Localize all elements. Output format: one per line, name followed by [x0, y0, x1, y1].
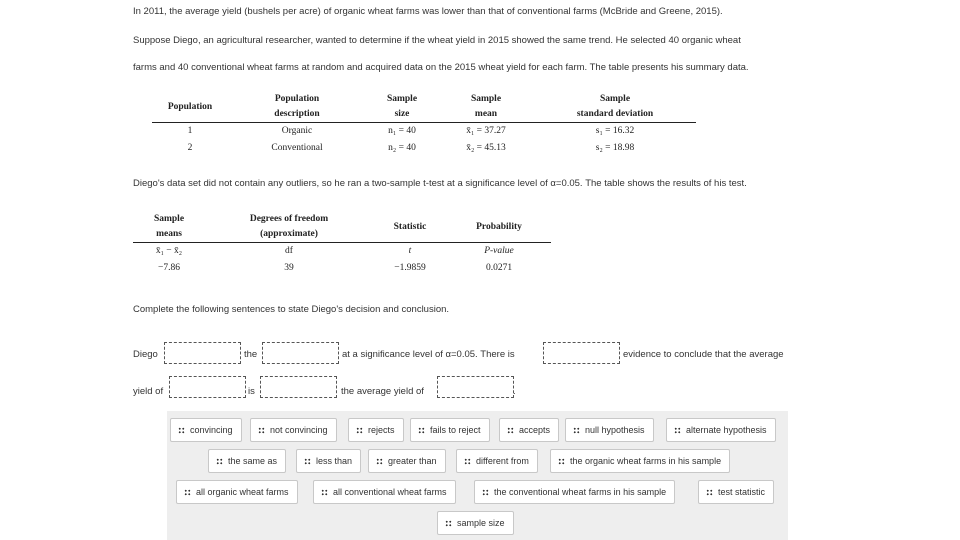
cell-df-value: 39 [284, 263, 294, 273]
drag-handle-icon [507, 427, 514, 434]
header-size-1: Sample [386, 94, 418, 104]
answer-chip-sample-size[interactable] [437, 511, 514, 535]
sentence-avg-yield-of: the average yield of [341, 386, 424, 397]
chip-label: accepts [519, 425, 551, 435]
chip-label: convincing [190, 425, 233, 435]
header-statistic: Statistic [373, 212, 447, 243]
answer-chip-accepts[interactable] [499, 418, 559, 442]
sentence-evidence: evidence to conclude that the average [623, 349, 784, 360]
header-df-2: (approximate) [205, 227, 373, 243]
chip-label: null hypothesis [585, 425, 645, 435]
blank-comparison[interactable] [260, 376, 337, 398]
sentence-the: the [244, 349, 258, 360]
blank-population-2[interactable] [437, 376, 514, 398]
drag-handle-icon [706, 489, 713, 496]
drag-handle-icon [258, 427, 265, 434]
answer-chip-rejects[interactable] [348, 418, 404, 442]
table-row [152, 123, 696, 141]
chip-label: different from [476, 456, 529, 466]
sentence-at-level: at a significance level of α=0.05. There is [342, 349, 515, 360]
test-description: Diego's data set did not contain any outliers, so he ran a two-sample t-test at a significance level of α=0.05. The table shows the results of his test. [133, 178, 747, 189]
sentence-is: is [248, 386, 255, 397]
sentence-yield-of: yield of [133, 386, 164, 397]
cell-t-value: −1.9859 [394, 263, 426, 273]
answer-chip-the-same-as[interactable] [208, 449, 286, 473]
blank-hypothesis[interactable] [262, 342, 339, 364]
answer-chip-greater-than[interactable] [368, 449, 446, 473]
cell-diff-symbol: x̄₁ − x̄₂ [155, 246, 183, 256]
cell-population: 2 [187, 143, 193, 153]
chip-label: less than [316, 456, 353, 466]
chip-label: sample size [457, 518, 505, 528]
blank-evidence[interactable] [543, 342, 620, 364]
chip-label: all organic wheat farms [196, 487, 289, 497]
header-description-2: description [228, 107, 366, 123]
answer-chip-convincing[interactable] [170, 418, 242, 442]
drag-handle-icon [304, 458, 311, 465]
drag-handle-icon [321, 489, 328, 496]
chip-label: the same as [228, 456, 278, 466]
drag-handle-icon [178, 427, 185, 434]
sentence-diego: Diego [133, 349, 158, 360]
answer-chip-null-hypothesis[interactable] [565, 418, 654, 442]
chip-label: fails to reject [430, 425, 481, 435]
cell-description: Organic [281, 126, 313, 136]
drag-handle-icon [464, 458, 471, 465]
cell-size: n₂ = 40 [388, 143, 416, 153]
header-size-2: size [366, 107, 438, 123]
answer-chip-all-conventional[interactable] [313, 480, 456, 504]
test-results-table [133, 212, 551, 277]
cell-sd: s₁ = 16.32 [595, 126, 635, 136]
answer-chip-all-organic[interactable] [176, 480, 298, 504]
cell-p-symbol: P-value [484, 246, 514, 256]
answer-chip-different-from[interactable] [456, 449, 538, 473]
header-probability: Probability [447, 212, 551, 243]
drag-handle-icon [482, 489, 489, 496]
intro-line-2: Suppose Diego, an agricultural researcher, wanted to determine if the wheat yield in 2015 showed the same trend. He selected 40 organic wheat [133, 35, 741, 46]
table-row [152, 140, 696, 157]
chip-label: test statistic [718, 487, 766, 497]
header-sd-2: standard deviation [534, 107, 696, 123]
header-df-1: Degrees of freedom [249, 214, 329, 224]
cell-mean: x̄₂ = 45.13 [466, 143, 506, 153]
drag-handle-icon [558, 458, 565, 465]
table-row [133, 243, 551, 261]
chip-label: alternate hypothesis [686, 425, 767, 435]
cell-description: Conventional [271, 143, 323, 153]
cell-df-symbol: df [285, 246, 293, 256]
chip-label: the organic wheat farms in his sample [570, 456, 722, 466]
answer-chip-fails-to-reject[interactable] [410, 418, 490, 442]
cell-p-value: 0.0271 [485, 263, 513, 273]
intro-line-3: farms and 40 conventional wheat farms at random and acquired data on the 2015 wheat yield for each farm. The table presents his summary data. [133, 62, 749, 73]
header-mean-2: mean [438, 107, 534, 123]
answer-chip-organic-in-sample[interactable] [550, 449, 730, 473]
header-means-1: Sample [153, 214, 185, 224]
instruction: Complete the following sentences to state Diego's decision and conclusion. [133, 304, 450, 315]
drag-handle-icon [573, 427, 580, 434]
header-means-2: means [133, 227, 205, 243]
answer-chip-less-than[interactable] [296, 449, 361, 473]
intro-line-1: In 2011, the average yield (bushels per acre) of organic wheat farms was lower than that of conventional farms (McBride and Greene, 2015). [133, 6, 723, 17]
drag-handle-icon [674, 427, 681, 434]
answer-chip-test-statistic[interactable] [698, 480, 774, 504]
chip-label: all conventional wheat farms [333, 487, 447, 497]
cell-diff-value: −7.86 [158, 263, 180, 273]
header-sd-1: Sample [599, 94, 631, 104]
table-row [133, 260, 551, 277]
chip-label: greater than [388, 456, 437, 466]
blank-population-1[interactable] [169, 376, 246, 398]
drag-handle-icon [418, 427, 425, 434]
drag-handle-icon [356, 427, 363, 434]
header-description-1: Population [274, 94, 320, 104]
header-mean-1: Sample [470, 94, 502, 104]
cell-mean: x̄₁ = 37.27 [466, 126, 506, 136]
drag-handle-icon [376, 458, 383, 465]
summary-data-table [152, 92, 696, 157]
cell-t-symbol: t [408, 246, 412, 256]
cell-size: n₁ = 40 [388, 126, 416, 136]
sentence-period: . [513, 386, 516, 397]
blank-decision[interactable] [164, 342, 241, 364]
chip-label: rejects [368, 425, 395, 435]
drag-handle-icon [445, 520, 452, 527]
header-population: Population [152, 92, 228, 123]
cell-population: 1 [187, 126, 193, 136]
chip-label: the conventional wheat farms in his sample [494, 487, 667, 497]
answer-chip-conventional-in-sample[interactable] [474, 480, 675, 504]
answer-chip-not-convincing[interactable] [250, 418, 337, 442]
drag-handle-icon [216, 458, 223, 465]
answer-chip-alternate-hypothesis[interactable] [666, 418, 776, 442]
chip-label: not convincing [270, 425, 328, 435]
cell-sd: s₂ = 18.98 [595, 143, 635, 153]
drag-handle-icon [184, 489, 191, 496]
